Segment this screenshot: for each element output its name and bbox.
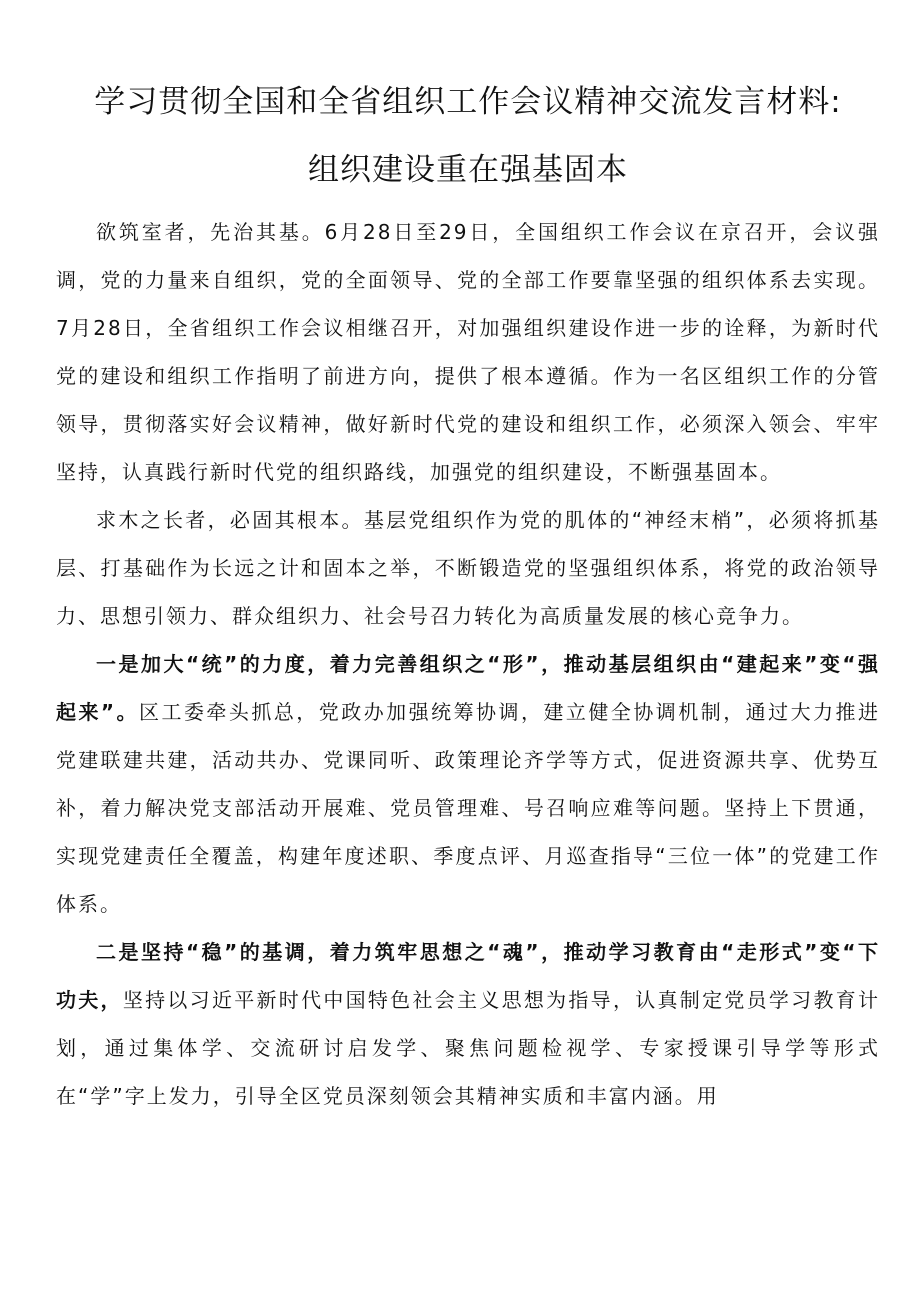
document-title: [56, 68, 880, 204]
paragraph-4: [56, 928, 880, 1120]
title-line-1: 学习贯彻全国和全省组织工作会议精神交流发言材料:: [94, 84, 842, 120]
paragraph-4-text: 坚持以习近平新时代中国特色社会主义思想为指导，认真制定党员学习教育计划，通过集体学、交流研讨启发学、聚焦问题检视学、专家授课引导学等形式在“学”字上发力，引导全区党员深刻领会其精神实质和丰富内涵。用: [56, 988, 881, 1108]
paragraph-1-text: 欲筑室者，先治其基。6月28日至29日，全国组织工作会议在京召开，会议强调，党的力量来自组织，党的全面领导、党的全部工作要靠坚强的组织体系去实现。7月28日，全省组织工作会议相继召开，对加强组织建设作进一步的诠释，为新时代党的建设和组织工作指明了前进方向，提供了根本遵循。作为一名区组织工作的分管领导，贯彻落实好会议精神，做好新时代党的建设和组织工作，必须深入领会、牢牢坚持，认真践行新时代党的组织路线，加强党的组织建设，不断强基固本。: [56, 220, 880, 484]
paragraph-4-lead: 二是坚持“稳”的基调，着力筑牢思想之“魂”，推动学习教育由“走形式”变“下功夫，: [56, 940, 880, 1012]
paragraph-2-text: 求木之长者，必固其根本。基层党组织作为党的肌体的“神经末梢”，必须将抓基层、打基础作为长远之计和固本之举，不断锻造党的坚强组织体系，将党的政治领导力、思想引领力、群众组织力、社会号召力转化为高质量发展的核心竞争力。: [56, 508, 880, 628]
paragraph-3-lead: 一是加大“统”的力度，着力完善组织之“形”，推动基层组织由“建起来”变“强起来”。: [56, 652, 880, 724]
paragraph-1: [56, 208, 880, 496]
document-body: [56, 208, 880, 1120]
paragraph-3-text: 区工委牵头抓总，党政办加强统筹协调，建立健全协调机制，通过大力推进党建联建共建，活动共办、党课同听、政策理论齐学等方式，促进资源共享、优势互补，着力解决党支部活动开展难、党员管理难、号召响应难等问题。坚持上下贯通，实现党建责任全覆盖，构建年度述职、季度点评、月巡查指导“三位一体”的党建工作体系。: [56, 700, 881, 916]
title-line-2: 组织建设重在强基固本: [308, 152, 628, 188]
paragraph-3: [56, 640, 880, 928]
paragraph-2: [56, 496, 880, 640]
